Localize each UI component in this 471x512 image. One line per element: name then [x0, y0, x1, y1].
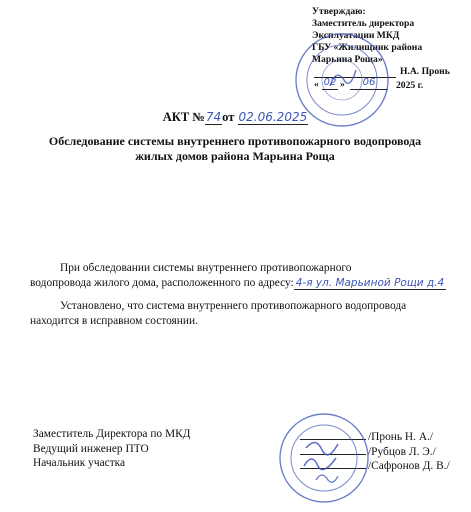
approval-position: Заместитель директора [312, 18, 415, 29]
inspection-paragraph: При обследовании системы внутреннего противопожарного водопровода жилого дома, расположенного по адресу: 4-я ул. Марьиной Рощи д.4 [30, 262, 445, 289]
approval-date-year: 2025 г. [396, 80, 424, 91]
approval-date-day: 02 [323, 77, 337, 88]
position-site-chief: Начальник участка [33, 457, 126, 469]
act-number: 74 [205, 110, 222, 124]
signature-line [300, 439, 366, 440]
approval-block [312, 6, 467, 92]
position-deputy-director: Заместитель Директора по МКД [33, 428, 191, 440]
approval-date: « 02 » 06 2025 г. [314, 77, 424, 91]
act-date: 02.06.2025 [238, 110, 308, 124]
act-title: АКТ №74от 02.06.2025 [162, 110, 308, 124]
approval-heading: Утверждаю: [312, 6, 366, 17]
address-handwritten: 4-я ул. Марьиной Рощи д.4 [295, 276, 445, 289]
approval-date-month: 06 [350, 77, 388, 90]
signatory-positions [33, 427, 190, 471]
approval-organization: ГБУ «Жилищник района [312, 42, 423, 53]
signature-line [300, 454, 366, 455]
conclusion-paragraph: Установлено, что система внутреннего противопожарного водопровода находится в исправном состоянии. [30, 300, 407, 327]
position-lead-engineer: Ведущий инженер ПТО [33, 442, 149, 455]
signer-name-pron: /Пронь Н. А./ [368, 431, 434, 443]
approval-signer: Н.А. Пронь [400, 66, 450, 77]
approval-district: Марьина Роща» [312, 54, 383, 65]
signer-name-rubtsov: /Рубцов Л. Э./ [368, 445, 436, 458]
signer-name-safronov: /Сафронов Д. В./ [368, 460, 450, 472]
approval-department: Эксплуатации МКД [312, 30, 400, 41]
signature-line [300, 468, 366, 469]
signature-lines [300, 430, 468, 474]
document-subject: Обследование системы внутреннего противопожарного водопровода жилых домов района Марьина Роща [48, 134, 422, 163]
